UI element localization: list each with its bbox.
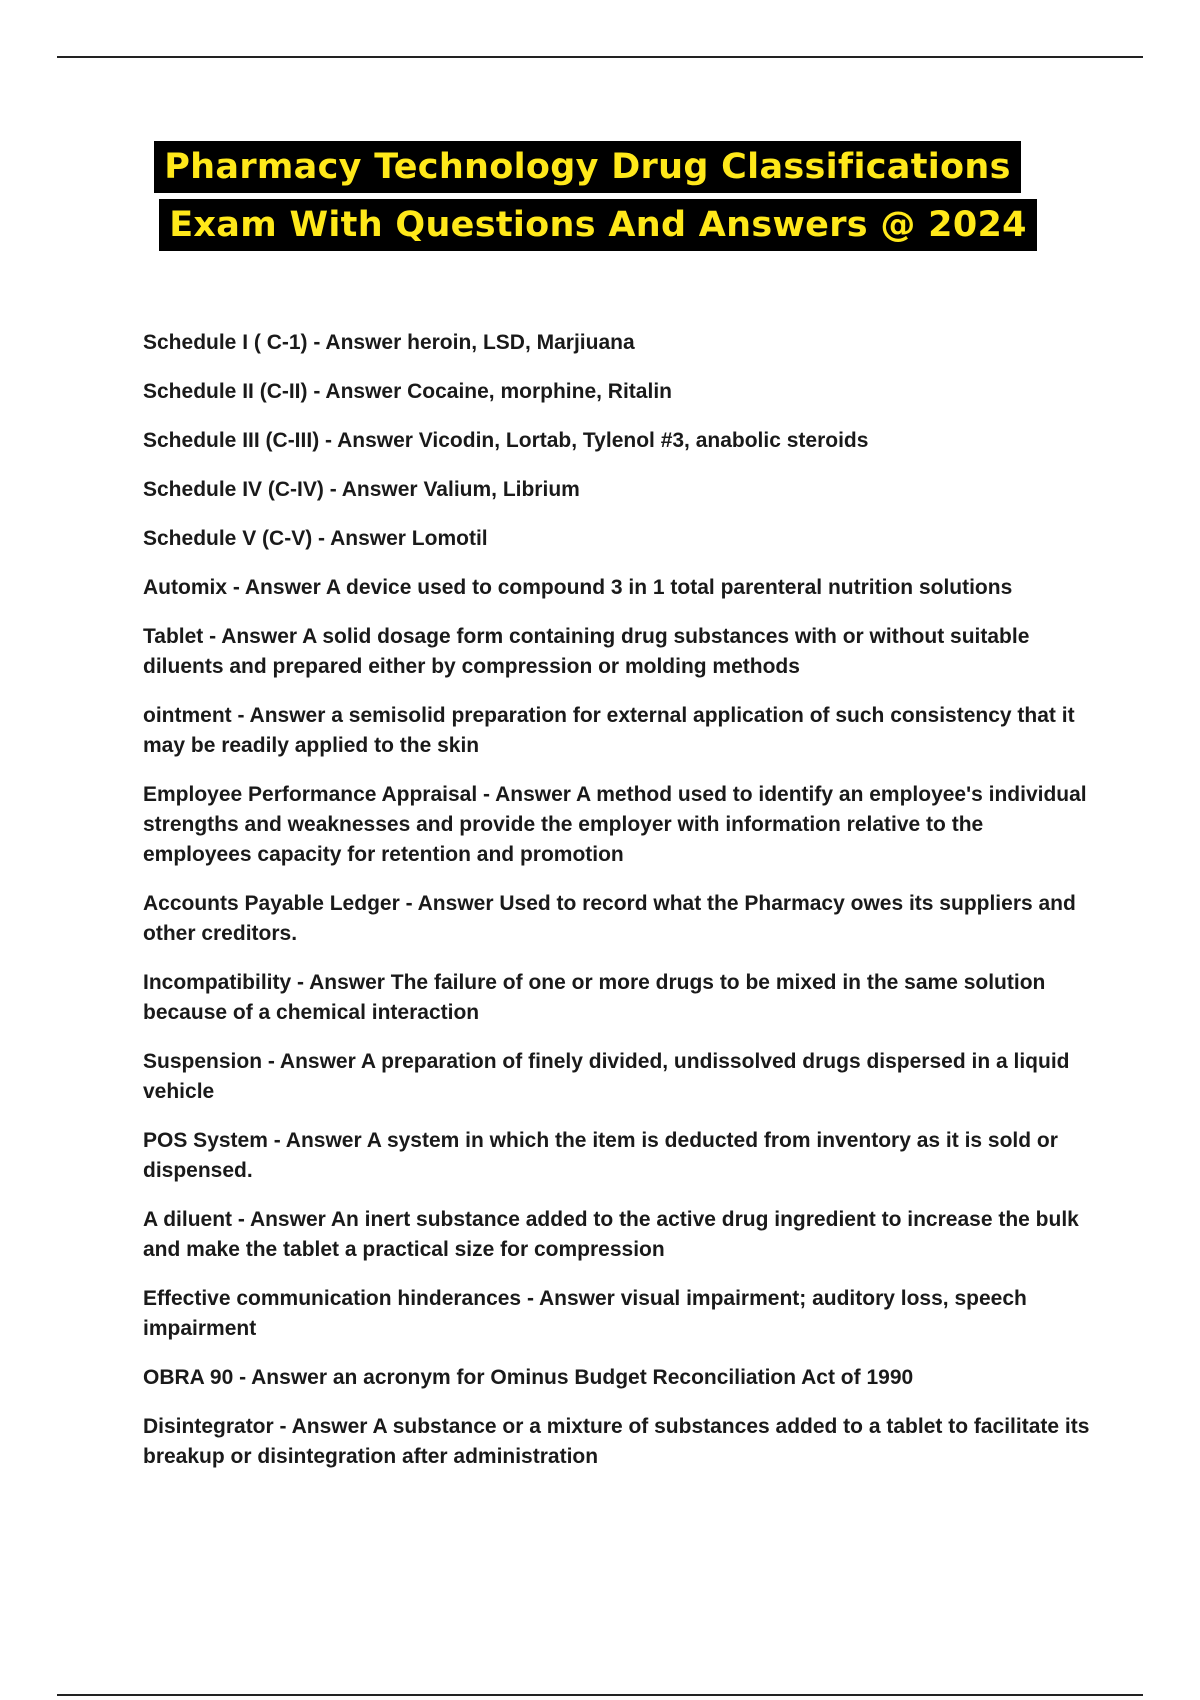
qa-answer: Valium, Librium [423,478,580,501]
bottom-rule [57,1694,1143,1696]
qa-item [143,1205,1093,1265]
qa-item [143,1363,1093,1393]
qa-item [143,426,1093,456]
qa-answer: The failure of one or more drugs to be mixed in the same solution because of a chemical interaction [143,971,1046,1024]
qa-term: Schedule III (C-III) [143,429,320,452]
qa-item [143,573,1093,603]
qa-term: Employee Performance Appraisal [143,783,478,806]
qa-answer: A system in which the item is deducted from inventory as it is sold or dispensed. [143,1129,1058,1182]
qa-answer: Lomotil [411,527,488,550]
qa-item [143,377,1093,407]
qa-term: Incompatibility [143,971,292,994]
answer-label: Answer [325,331,402,354]
qa-term: Schedule IV (C-IV) [143,478,324,501]
qa-term: Accounts Payable Ledger [143,892,400,915]
qa-separator: - [477,783,496,806]
qa-separator: - [232,1208,250,1231]
answer-label: Answer [337,429,413,452]
qa-item [143,622,1093,682]
qa-term: Schedule I ( C-1) [143,331,308,354]
qa-answer: A method used to identify an employee's individual strengths and weaknesses and provide the employer with information relative to the employees capacity for retention and promotion [143,783,1087,866]
qa-term: POS System [143,1129,268,1152]
qa-separator: - [291,971,310,994]
qa-item [143,1126,1093,1186]
qa-term: Automix [143,576,227,599]
qa-answer: A preparation of finely divided, undissolved drugs dispersed in a liquid vehicle [143,1050,1070,1103]
document-title [0,141,1200,251]
answer-label: Answer [251,1366,327,1389]
qa-term: Tablet [143,625,204,648]
qa-answer: Vicodin, Lortab, Tylenol #3, anabolic steroids [418,429,869,452]
answer-label: Answer [291,1415,368,1438]
qa-answer: a semisolid preparation for external application of such consistency that it may be readily applied to the skin [143,704,1075,757]
qa-answer: Cocaine, morphine, Ritalin [407,380,672,403]
qa-separator: - [307,331,326,354]
answer-label: Answer [309,971,385,994]
qa-answer: A substance or a mixture of substances added to a tablet to facilitate its breakup or disintegration after administration [143,1415,1090,1468]
answer-label: Answer [221,625,298,648]
qa-item [143,1047,1093,1107]
qa-item [143,889,1093,949]
qa-item [143,524,1093,554]
qa-answer: visual impairment; auditory loss, speech impairment [143,1287,1027,1340]
qa-term: Schedule V (C-V) [143,527,313,550]
qa-separator: - [233,1366,252,1389]
qa-separator: - [273,1415,292,1438]
answer-label: Answer [417,892,494,915]
top-rule [57,56,1143,58]
qa-term: ointment [143,704,232,727]
answer-label: Answer [325,380,402,403]
qa-answer: A solid dosage form containing drug substances with or without suitable diluents and prepared either by compression or molding methods [143,625,1030,678]
qa-separator: - [307,380,326,403]
answer-label: Answer [495,783,571,806]
answer-label: Answer [249,704,326,727]
answer-label: Answer [244,576,321,599]
qa-item [143,328,1093,358]
qa-separator: - [312,527,331,550]
qa-separator: - [399,892,418,915]
qa-term: A diluent [143,1208,233,1231]
qa-term: Suspension [143,1050,263,1073]
title-line-2: Exam With Questions And Answers @ 2024 [159,199,1037,251]
qa-answer: Used to record what the Pharmacy owes its suppliers and other creditors. [143,892,1076,945]
qa-item [143,1412,1093,1472]
qa-separator: - [231,704,250,727]
title-line-1: Pharmacy Technology Drug Classifications [154,141,1021,193]
qa-separator: - [203,625,222,648]
qa-item [143,701,1093,761]
qa-term: Disintegrator [143,1415,274,1438]
qa-answer: A device used to compound 3 in 1 total parenteral nutrition solutions [325,576,1013,599]
qa-separator: - [323,478,342,501]
qa-separator: - [267,1129,286,1152]
answer-label: Answer [285,1129,362,1152]
qa-list [143,328,1093,1491]
qa-separator: - [521,1287,539,1310]
qa-term: OBRA 90 [143,1366,234,1389]
qa-separator: - [227,576,245,599]
answer-label: Answer [330,527,406,550]
qa-item [143,968,1093,1028]
qa-separator: - [262,1050,280,1073]
qa-item [143,780,1093,870]
qa-answer: An inert substance added to the active drug ingredient to increase the bulk and make the tablet a practical size for compression [143,1208,1079,1261]
answer-label: Answer [539,1287,615,1310]
qa-term: Effective communication hinderances [143,1287,522,1310]
qa-answer: an acronym for Ominus Budget Reconciliation Act of 1990 [332,1366,914,1389]
answer-label: Answer [341,478,418,501]
qa-separator: - [319,429,338,452]
qa-answer: heroin, LSD, Marjiuana [407,331,635,354]
qa-item [143,475,1093,505]
qa-item [143,1284,1093,1344]
qa-term: Schedule II (C-II) [143,380,308,403]
answer-label: Answer [279,1050,356,1073]
answer-label: Answer [249,1208,326,1231]
